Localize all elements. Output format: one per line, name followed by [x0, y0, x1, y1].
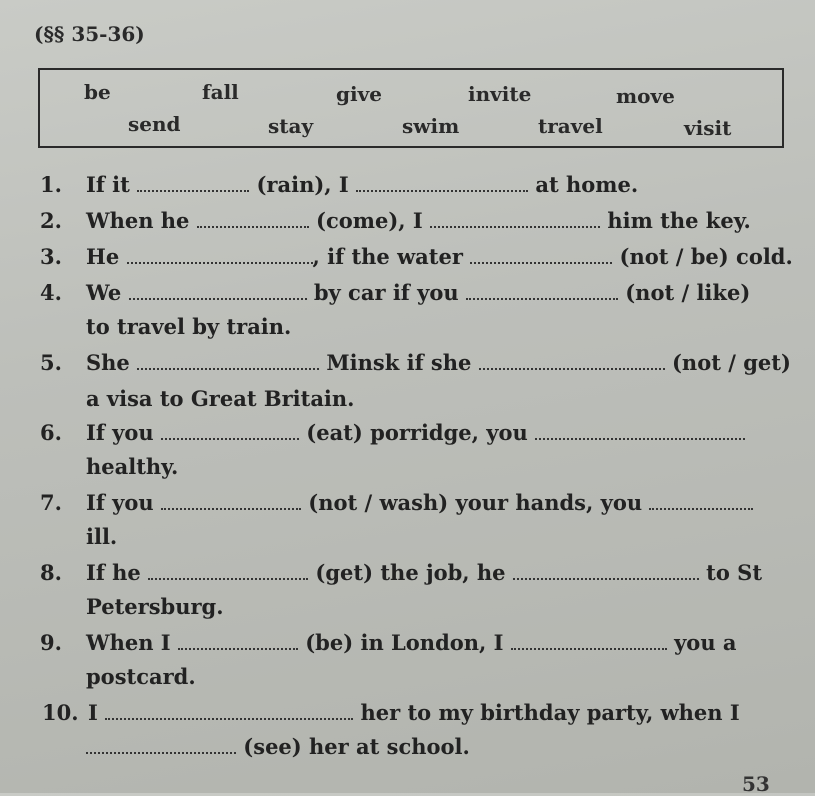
item-number: 3.	[40, 244, 62, 269]
answer-blank[interactable]	[161, 424, 299, 440]
exercise-line	[86, 172, 638, 197]
sentence-text: If it	[86, 172, 138, 197]
sentence-text: We	[86, 280, 129, 305]
exercise-line	[86, 524, 117, 549]
sentence-text: postcard.	[86, 664, 196, 689]
sentence-text: (not / be) cold.	[612, 244, 793, 269]
sentence-text: by car if you	[306, 280, 466, 305]
exercise-line	[86, 664, 196, 689]
exercise-line	[86, 594, 224, 619]
section-ref: (§§ 35-36)	[34, 22, 145, 46]
item-number: 6.	[40, 420, 62, 445]
word-bank-item: travel	[538, 114, 603, 138]
sentence-text: If he	[86, 560, 149, 585]
answer-blank[interactable]	[161, 494, 301, 510]
sentence-text: (rain), I	[249, 172, 357, 197]
sentence-text: (eat) porridge, you	[298, 420, 536, 445]
word-bank-item: send	[128, 112, 181, 136]
item-number: 5.	[40, 350, 62, 375]
sentence-text: She	[86, 350, 138, 375]
answer-blank[interactable]	[148, 564, 308, 580]
sentence-text: I	[88, 700, 106, 725]
exercise-line	[86, 314, 291, 339]
word-bank-item: be	[84, 80, 111, 104]
exercise-line	[86, 560, 762, 585]
exercise-line	[86, 350, 791, 375]
answer-blank[interactable]	[86, 738, 236, 754]
sentence-text: him the key.	[600, 208, 751, 233]
sentence-text: (be) in London, I	[297, 630, 511, 655]
answer-blank[interactable]	[535, 424, 745, 440]
answer-blank[interactable]	[511, 634, 667, 650]
sentence-text: her to my birthday party, when I	[353, 700, 740, 725]
answer-blank[interactable]	[470, 248, 612, 264]
sentence-text: When I	[86, 630, 178, 655]
sentence-text: , if the water	[312, 244, 471, 269]
page-number: 53	[742, 772, 770, 796]
item-number: 4.	[40, 280, 62, 305]
answer-blank[interactable]	[197, 212, 309, 228]
exercise-line	[86, 244, 793, 269]
sentence-text: He	[86, 244, 127, 269]
word-bank-item: stay	[268, 114, 314, 138]
sentence-text: ill.	[86, 524, 118, 549]
sentence-text: Minsk if she	[319, 350, 479, 375]
word-bank-item: visit	[684, 116, 732, 140]
sentence-text: a visa to Great Britain.	[86, 386, 355, 411]
sentence-text: (not / wash) your hands, you	[300, 490, 650, 515]
answer-blank[interactable]	[137, 176, 249, 192]
item-number: 2.	[40, 208, 62, 233]
answer-blank[interactable]	[430, 212, 600, 228]
sentence-text: (see) her at school.	[236, 734, 470, 759]
sentence-text: Petersburg.	[86, 594, 224, 619]
sentence-text: When he	[86, 208, 197, 233]
answer-blank[interactable]	[479, 354, 665, 370]
sentence-text: If you	[86, 420, 161, 445]
sentence-text: (come), I	[308, 208, 431, 233]
sentence-text: to St	[698, 560, 763, 585]
word-bank-item: swim	[402, 114, 460, 138]
word-bank-item: move	[616, 84, 675, 108]
item-number: 8.	[40, 560, 62, 585]
answer-blank[interactable]	[649, 494, 753, 510]
item-number: 9.	[40, 630, 62, 655]
item-number: 7.	[40, 490, 62, 515]
sentence-text: healthy.	[86, 454, 179, 479]
sentence-text: (get) the job, he	[308, 560, 513, 585]
word-bank-item: fall	[202, 80, 239, 104]
exercise-line	[86, 208, 751, 233]
answer-blank[interactable]	[513, 564, 699, 580]
exercise-line	[86, 490, 753, 515]
answer-blank[interactable]	[466, 284, 618, 300]
answer-blank[interactable]	[129, 284, 307, 300]
answer-blank[interactable]	[356, 176, 528, 192]
sentence-text: If you	[86, 490, 161, 515]
exercise-line	[86, 280, 750, 305]
exercise-line	[86, 630, 737, 655]
sentence-text: you a	[666, 630, 737, 655]
answer-blank[interactable]	[137, 354, 319, 370]
exercise-line	[86, 420, 745, 445]
exercise-line	[86, 734, 470, 759]
exercise-line	[86, 386, 355, 411]
sentence-text: (not / like)	[617, 280, 751, 305]
sentence-text: at home.	[528, 172, 639, 197]
answer-blank[interactable]	[127, 248, 313, 264]
exercise-line	[88, 700, 740, 725]
sentence-text: to travel by train.	[86, 314, 292, 339]
word-bank-item: give	[336, 82, 382, 106]
answer-blank[interactable]	[105, 704, 353, 720]
item-number: 10.	[42, 700, 79, 725]
word-bank-item: invite	[468, 82, 532, 106]
item-number: 1.	[40, 172, 62, 197]
sentence-text: (not / get)	[664, 350, 791, 375]
exercise-line	[86, 454, 178, 479]
answer-blank[interactable]	[178, 634, 298, 650]
